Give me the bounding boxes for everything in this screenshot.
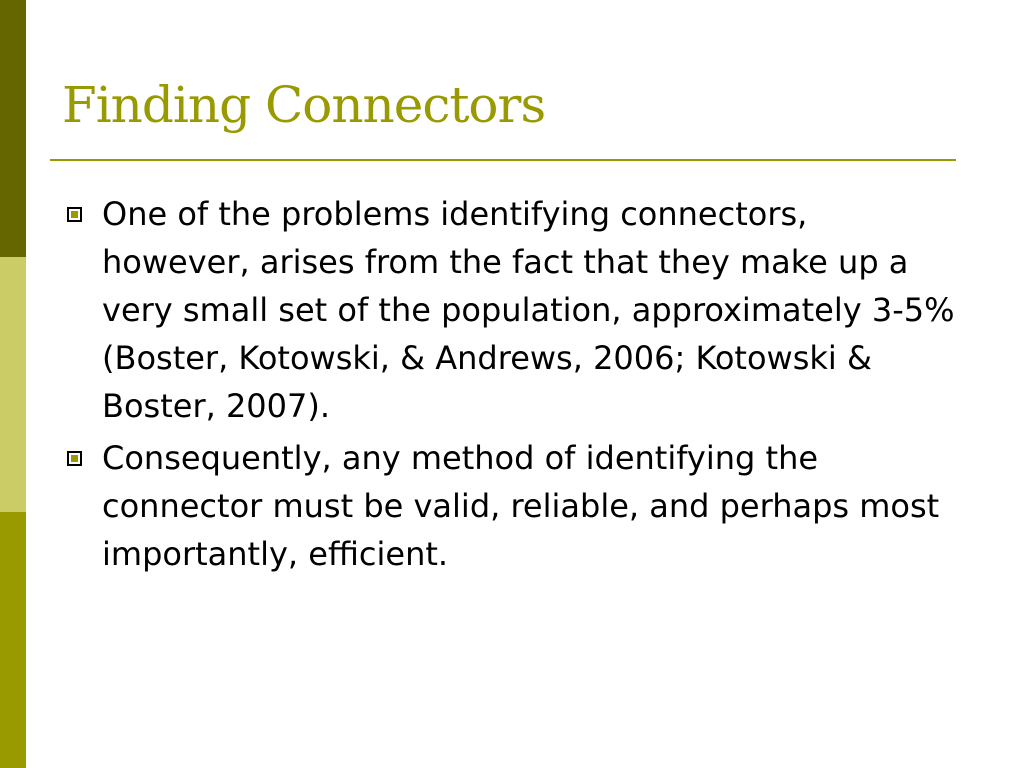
side-bar-middle-segment	[0, 257, 26, 512]
title-underline	[50, 159, 956, 161]
bullet-item	[62, 434, 962, 578]
bullet-text: One of the problems identifying connectors, however, arises from the fact that they make up a very small set of the population, approximately 3-5% (Boster, Kotowski, & Andrews, 2006; Kotowski & Boster, 2007).	[102, 195, 955, 425]
side-accent-bar	[0, 0, 26, 768]
bullet-list	[62, 190, 962, 582]
square-bullet-icon	[67, 451, 82, 466]
bullet-item	[62, 190, 962, 430]
square-bullet-icon	[67, 207, 82, 222]
bullet-text: Consequently, any method of identifying the connector must be valid, reliable, and perhaps most importantly, efficient.	[102, 439, 940, 573]
slide-title: Finding Connectors	[62, 76, 546, 134]
side-bar-bottom-segment	[0, 512, 26, 768]
side-bar-top-segment	[0, 0, 26, 257]
